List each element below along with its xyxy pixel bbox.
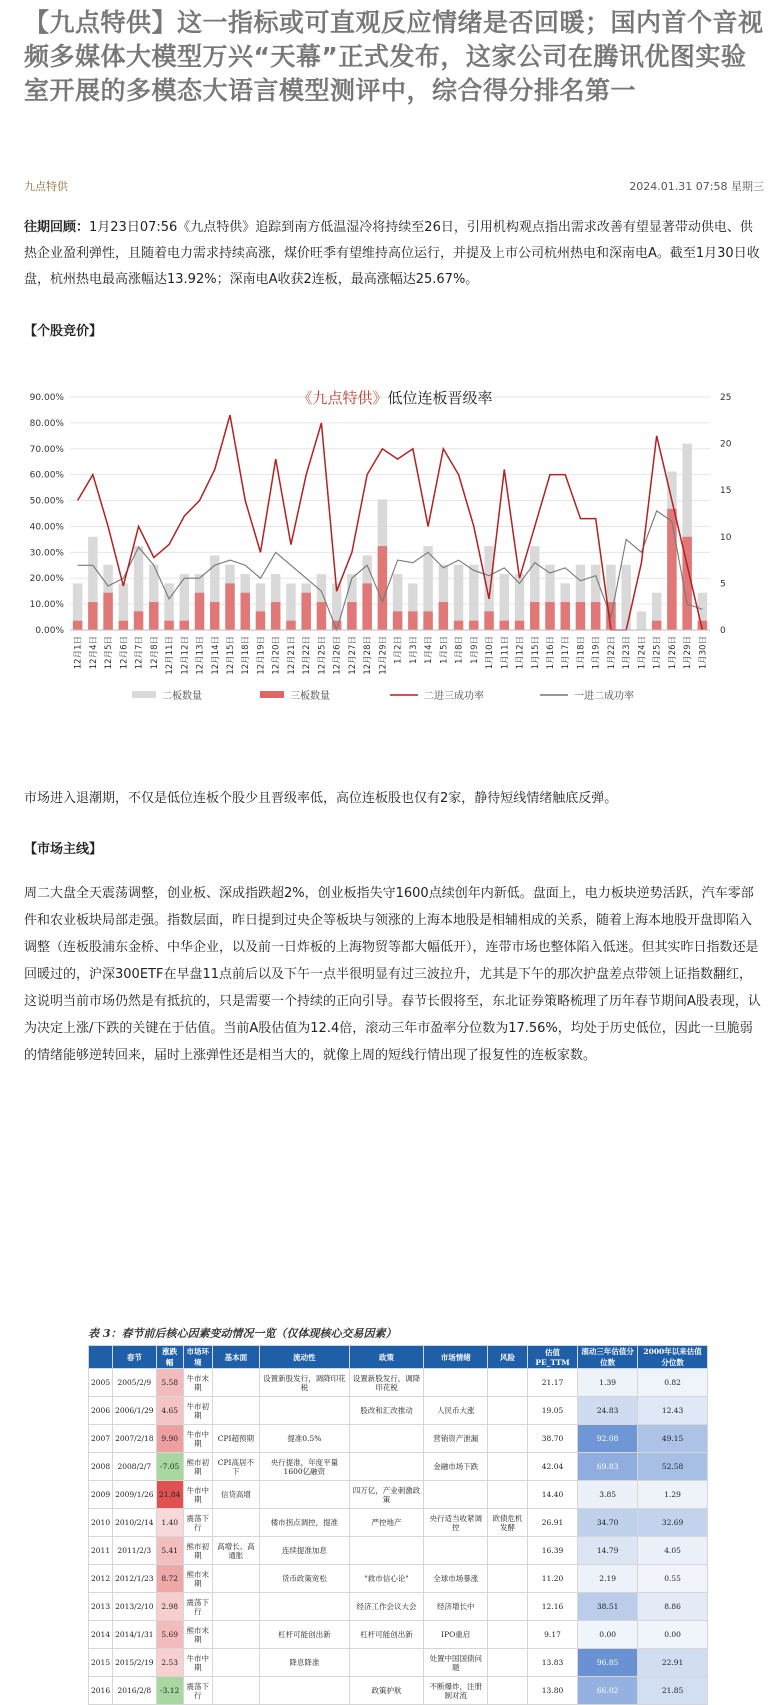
x-tick-label: 1月11日: [500, 636, 511, 670]
x-tick-label: 12月15日: [226, 636, 236, 675]
table-cell: 5.41: [156, 1537, 183, 1565]
table-cell: 楼市拐点调控，提准: [260, 1509, 350, 1537]
y-left-tick-label: 20.00%: [29, 574, 64, 585]
bar-three-board: [423, 611, 432, 630]
table-cell: 21.85: [638, 1677, 708, 1705]
table-cell: 欧债危机发酵: [488, 1509, 528, 1537]
chart-title-text: 低位连板晋级率: [387, 389, 493, 407]
table-cell: IPO重启: [424, 1621, 488, 1649]
x-tick-label: 1月15日: [530, 636, 541, 670]
table-cell: 42.04: [527, 1453, 577, 1481]
bar-three-board: [210, 602, 219, 630]
table-cell: 杠杆可能创出新: [349, 1621, 424, 1649]
y-left-tick-label: 50.00%: [29, 496, 64, 507]
table-cell: [488, 1425, 528, 1453]
table-cell: 2009/1/26: [113, 1481, 156, 1509]
table-cell: 4.65: [156, 1397, 183, 1425]
review-text: 1月23日07:56《九点特供》追踪到南方低温湿冷将持续至26日，引用机构观点指出需求改善有望显著带动供电、供热企业盈利弹性，且随着电力需求持续高涨，煤价旺季有望维持高位运行，并提及上市公司杭州热电和深南电A。截至1月30日收盘，杭州热电最高涨幅达13.92%；深南电A收获2连板，最高涨幅达25.67%。: [24, 220, 760, 287]
x-tick-label: 12月12日: [180, 636, 191, 675]
table-cell: 2016: [89, 1677, 113, 1705]
table-cell: 熊市初期: [183, 1453, 212, 1481]
bar-three-board: [652, 621, 661, 630]
table-cell: 央行适当收紧调控: [424, 1509, 488, 1537]
table-cell: 1.29: [638, 1481, 708, 1509]
article-title: 【九点特供】这一指标或可直观反应情绪是否回暖；国内首个音视频多媒体大模型万兴“天幕”正式发布，这家公司在腾讯优图实验室开展的多模态大语言模型测评中，综合得分排名第一: [24, 8, 764, 105]
x-tick-label: 1月10日: [485, 636, 496, 670]
table-cell: [424, 1369, 488, 1397]
y-left-tick-label: 40.00%: [29, 522, 64, 533]
table-cell: [260, 1481, 350, 1509]
table-cell: 设置新股发行，调降印花税: [260, 1369, 350, 1397]
bar-three-board: [347, 602, 356, 630]
table-cell: 0.00: [638, 1621, 708, 1649]
table-header-row: [89, 1346, 708, 1369]
table-cell: 央行提准，年度平量1600亿融资: [260, 1453, 350, 1481]
table-cell: 69.83: [578, 1453, 638, 1481]
table-cell: "救市信心论": [349, 1565, 424, 1593]
table-row: [89, 1453, 708, 1481]
x-tick-label: 1月9日: [469, 636, 480, 664]
table-cell: 2008/2/7: [113, 1453, 156, 1481]
table-cell: [349, 1537, 424, 1565]
table-container: [88, 1325, 708, 1705]
table-cell: 牛市中期: [183, 1481, 212, 1509]
table-cell: 21.84: [156, 1481, 183, 1509]
market-paragraph: 周二大盘全天震荡调整，创业板、深成指跌超2%，创业板指失守1600点续创年内新低。盘面上，电力板块逆势活跃，汽车零部件和农业板块局部走强。指数层面，昨日提到过央企等板块与领涨的上海本地股是相辅相成的关系，随着上海本地股开盘即陷入调整（连板股浦东金桥、中华企业，以及前一日炸板的上海物贸等都大幅低开），连带市场也整体陷入低迷。但其实昨日指数还是回暖过的，沪深300ETF在早盘11点前后以及下午一点半很明显有过三波拉升，尤其是下午的那次护盘差点带领上证指数翻红，这说明当前市场仍然是有抵抗的，只是需要一个持续的正向引导。春节长假将至，东北证券策略梳理了历年春节期间A股表现，认为决定上涨/下跌的关键在于估值。当前A股估值为12.4倍，滚动三年市盈率分位数为17.56%，均处于历史低位，因此一旦脆弱的情绪能够逆转回来，届时上涨弹性还是相当大的，就像上周的短线行情出现了报复性的连板家数。: [24, 886, 761, 1063]
x-tick-label: 12月13日: [195, 636, 206, 675]
y-right-tick-label: 25: [720, 393, 732, 403]
x-tick-label: 12月20日: [271, 636, 282, 675]
x-tick-label: 1月25日: [652, 636, 663, 670]
source-label[interactable]: 九点特供: [24, 180, 68, 193]
table-cell: 2011: [89, 1537, 113, 1565]
table-cell: 0.00: [578, 1621, 638, 1649]
x-tick-label: 1月30日: [698, 636, 709, 670]
table-cell: 2006: [89, 1397, 113, 1425]
table-cell: 震荡下行: [183, 1509, 212, 1537]
table-header-cell: 涨跌幅: [156, 1346, 183, 1369]
table-cell: 2007: [89, 1425, 113, 1453]
table-cell: 26.91: [527, 1509, 577, 1537]
table-cell: 13.80: [527, 1677, 577, 1705]
x-tick-label: 1月16日: [546, 636, 556, 670]
x-tick-label: 1月26日: [667, 636, 678, 670]
table-cell: 四万亿，产业刺激政策: [349, 1481, 424, 1509]
x-tick-label: 12月19日: [256, 636, 267, 675]
table-header-cell: 基本面: [212, 1346, 259, 1369]
chart-svg: [20, 365, 770, 775]
table-cell: 13.83: [527, 1649, 577, 1677]
table-cell: [488, 1677, 528, 1705]
table-cell: 2.19: [578, 1565, 638, 1593]
table-cell: 2.53: [156, 1649, 183, 1677]
legend-label: 一进二成功率: [574, 691, 634, 702]
table-row: [89, 1537, 708, 1565]
table-cell: 货币政策宽松: [260, 1565, 350, 1593]
x-tick-label: 12月27日: [347, 636, 358, 675]
bar-three-board: [454, 621, 463, 630]
bar-two-board: [469, 565, 478, 630]
table-cell: 股改和汇改推动: [349, 1397, 424, 1425]
table-cell: 高增长、高通胀: [212, 1537, 259, 1565]
table-cell: 牛市中期: [183, 1425, 212, 1453]
bar-three-board: [591, 602, 600, 630]
x-tick-label: 12月14日: [210, 636, 221, 675]
table-cell: 14.40: [527, 1481, 577, 1509]
bar-three-board: [362, 583, 371, 630]
table-cell: [488, 1649, 528, 1677]
bar-three-board: [195, 593, 204, 630]
table-header-cell: 政策: [349, 1346, 424, 1369]
table-cell: 2007/2/18: [113, 1425, 156, 1453]
table-cell: 14.79: [578, 1537, 638, 1565]
table-cell: 熊市初期: [183, 1537, 212, 1565]
table-cell: 2014/1/31: [113, 1621, 156, 1649]
table-cell: 12.43: [638, 1397, 708, 1425]
bar-three-board: [164, 621, 173, 630]
table-cell: 2008: [89, 1453, 113, 1481]
table-row: [89, 1677, 708, 1705]
table-row: [89, 1565, 708, 1593]
article-meta: [24, 178, 764, 194]
x-tick-label: 1月2日: [393, 636, 404, 664]
table-cell: 2015/2/19: [113, 1649, 156, 1677]
table-cell: 连续提准加息: [260, 1537, 350, 1565]
legend-label: 三板数量: [290, 691, 330, 702]
bar-three-board: [515, 621, 524, 630]
bar-three-board: [484, 611, 493, 630]
table-cell: [488, 1481, 528, 1509]
table-header-cell: 风险: [488, 1346, 528, 1369]
table-cell: -7.05: [156, 1453, 183, 1481]
table-cell: [488, 1593, 528, 1621]
table-cell: 2005/2/9: [113, 1369, 156, 1397]
table-cell: [488, 1565, 528, 1593]
table-cell: 3.85: [578, 1481, 638, 1509]
bar-three-board: [119, 621, 128, 630]
x-tick-label: 1月5日: [439, 636, 450, 664]
table-cell: [488, 1537, 528, 1565]
table-row: [89, 1621, 708, 1649]
bar-three-board: [180, 621, 189, 630]
table-cell: 32.69: [638, 1509, 708, 1537]
table-cell: 16.39: [527, 1537, 577, 1565]
table-cell: 设置新股发行，调降印花税: [349, 1369, 424, 1397]
table-cell: 4.05: [638, 1537, 708, 1565]
table-row: [89, 1649, 708, 1677]
table-cell: 严控地产: [349, 1509, 424, 1537]
table-cell: [349, 1453, 424, 1481]
x-tick-label: 12月22日: [302, 636, 313, 675]
review-paragraph: [24, 215, 764, 293]
table-cell: 2010: [89, 1509, 113, 1537]
table-cell: 8.72: [156, 1565, 183, 1593]
review-label: 往期回顾：: [24, 220, 90, 235]
table-cell: 熊市末期: [183, 1565, 212, 1593]
y-right-tick-label: 15: [720, 486, 732, 497]
table-header-cell: 滚动三年估值分位数: [578, 1346, 638, 1369]
table-cell: 19.05: [527, 1397, 577, 1425]
bar-three-board: [225, 583, 234, 630]
table-cell: 0.55: [638, 1565, 708, 1593]
table-header-cell: [89, 1346, 113, 1369]
table-cell: [349, 1649, 424, 1677]
y-right-tick-label: 0: [720, 626, 726, 636]
table-cell: 38.70: [527, 1425, 577, 1453]
table-cell: 2013/2/10: [113, 1593, 156, 1621]
table-cell: [260, 1677, 350, 1705]
x-tick-label: 12月28日: [363, 636, 374, 675]
table-header-cell: 春节: [113, 1346, 156, 1369]
y-left-tick-label: 10.00%: [29, 600, 64, 611]
table-cell: 8.86: [638, 1593, 708, 1621]
table-cell: 2005: [89, 1369, 113, 1397]
legend-swatch: [260, 691, 284, 698]
table-cell: 震荡下行: [183, 1593, 212, 1621]
table-row: [89, 1369, 708, 1397]
x-tick-label: 12月6日: [119, 636, 130, 670]
table-cell: [212, 1397, 259, 1425]
table-cell: [349, 1425, 424, 1453]
table-cell: 2012: [89, 1565, 113, 1593]
bar-three-board: [271, 602, 280, 630]
bar-three-board: [576, 602, 585, 630]
table-cell: 信贷高增: [212, 1481, 259, 1509]
bar-three-board: [286, 621, 295, 630]
table-header-cell: 2000年以来估值分位数: [638, 1346, 708, 1369]
x-tick-label: 12月29日: [378, 636, 389, 675]
x-tick-label: 12月1日: [73, 636, 84, 670]
table-body: [89, 1369, 708, 1705]
bar-three-board: [667, 509, 676, 630]
x-tick-label: 1月29日: [683, 636, 694, 670]
table-cell: [212, 1565, 259, 1593]
bar-two-board: [637, 611, 646, 630]
chart-title-brand: 《九点特供》: [297, 389, 388, 407]
table-cell: [212, 1369, 259, 1397]
table-cell: [212, 1593, 259, 1621]
table-cell: 9.90: [156, 1425, 183, 1453]
table-cell: 5.58: [156, 1369, 183, 1397]
table-cell: 熊市末期: [183, 1621, 212, 1649]
section-market-main: 【市场主线】: [24, 842, 103, 857]
table-cell: 处置中国国债问题: [424, 1649, 488, 1677]
table-cell: 政策护航: [349, 1677, 424, 1705]
table-cell: 22.91: [638, 1649, 708, 1677]
table-header-cell: 流动性: [260, 1346, 350, 1369]
y-left-tick-label: 90.00%: [29, 393, 64, 403]
bar-three-board: [88, 602, 97, 630]
table-cell: 49.15: [638, 1425, 708, 1453]
bar-three-board: [301, 593, 310, 630]
bar-three-board: [103, 593, 112, 630]
table-cell: 38.51: [578, 1593, 638, 1621]
x-tick-label: 1月22日: [606, 636, 617, 670]
table-cell: 提准0.5%: [260, 1425, 350, 1453]
x-tick-label: 12月21日: [286, 636, 297, 675]
table-cell: 2012/1/23: [113, 1565, 156, 1593]
table-cell: [488, 1397, 528, 1425]
table-cell: 9.17: [527, 1621, 577, 1649]
table-cell: 牛市末期: [183, 1369, 212, 1397]
table-cell: 牛市中期: [183, 1649, 212, 1677]
table-cell: CPI超预期: [212, 1425, 259, 1453]
table-cell: 2.98: [156, 1593, 183, 1621]
x-tick-label: 1月24日: [637, 636, 648, 670]
bar-three-board: [134, 611, 143, 630]
x-tick-label: 12月11日: [165, 636, 176, 675]
table-cell: 66.02: [578, 1677, 638, 1705]
bar-three-board: [561, 602, 570, 630]
section-stock-bid: 【个股竞价】: [24, 324, 103, 339]
table-cell: 不断爆炸，注册制对流: [424, 1677, 488, 1705]
table-cell: [260, 1593, 350, 1621]
table-cell: 34.70: [578, 1509, 638, 1537]
table-cell: 0.82: [638, 1369, 708, 1397]
bar-three-board: [149, 602, 158, 630]
y-right-tick-label: 10: [720, 532, 732, 543]
y-left-tick-label: 0.00%: [35, 626, 64, 636]
bar-three-board: [241, 593, 250, 630]
publish-datetime: 2024.01.31 07:58 星期三: [629, 180, 764, 193]
table-row: [89, 1425, 708, 1453]
bar-two-board: [454, 565, 463, 630]
bar-three-board: [469, 621, 478, 630]
table-cell: -3.12: [156, 1677, 183, 1705]
table-row: [89, 1593, 708, 1621]
table-cell: [212, 1649, 259, 1677]
legend-label: 二进三成功率: [424, 691, 484, 702]
table-cell: 21.17: [527, 1369, 577, 1397]
table-row: [89, 1397, 708, 1425]
table-cell: 52.58: [638, 1453, 708, 1481]
y-right-tick-label: 20: [720, 439, 732, 450]
bar-three-board: [500, 621, 509, 630]
table-header-cell: 市场情绪: [424, 1346, 488, 1369]
table-cell: 2010/2/14: [113, 1509, 156, 1537]
table-cell: [488, 1621, 528, 1649]
table-cell: 92.08: [578, 1425, 638, 1453]
bar-three-board: [317, 602, 326, 630]
x-tick-label: 1月17日: [561, 636, 572, 670]
table-cell: 人民币大涨: [424, 1397, 488, 1425]
table-cell: [488, 1369, 528, 1397]
bar-three-board: [530, 602, 539, 630]
x-tick-label: 1月8日: [454, 636, 465, 664]
table-cell: CPI高居不下: [212, 1453, 259, 1481]
x-tick-label: 12月25日: [317, 636, 328, 675]
table-cell: [260, 1397, 350, 1425]
table-header-cell: 估值PE_TTM: [527, 1346, 577, 1369]
x-tick-label: 1月3日: [408, 636, 419, 664]
table-cell: [212, 1621, 259, 1649]
table-cell: 震荡下行: [183, 1677, 212, 1705]
x-tick-label: 12月8日: [149, 636, 160, 670]
table-cell: 2014: [89, 1621, 113, 1649]
chart-caption: 市场进入退潮期，不仅是低位连板个股少且晋级率低，高位连板股也仅有2家，静待短线情绪触底反弹。: [24, 791, 618, 806]
legend-label: 二板数量: [162, 691, 202, 702]
x-tick-label: 1月12日: [515, 636, 526, 670]
bar-three-board: [73, 621, 82, 630]
y-right-tick-label: 5: [720, 579, 726, 590]
table-cell: 金融市场下跌: [424, 1453, 488, 1481]
y-left-tick-label: 70.00%: [29, 444, 64, 455]
table-cell: 1.40: [156, 1509, 183, 1537]
x-tick-label: 1月18日: [576, 636, 587, 670]
table-cell: 2006/1/29: [113, 1397, 156, 1425]
table-caption: 表 3：春节前后核心因素变动情况一览（仅体现核心交易因素）: [88, 1327, 397, 1340]
legend-swatch: [132, 691, 156, 698]
table-cell: 11.20: [527, 1565, 577, 1593]
x-tick-label: 12月18日: [241, 636, 252, 675]
table-cell: 2009: [89, 1481, 113, 1509]
table-cell: 营销资产泄漏: [424, 1425, 488, 1453]
table-cell: 5.69: [156, 1621, 183, 1649]
table-header-cell: 市场环境: [183, 1346, 212, 1369]
table-cell: 2013: [89, 1593, 113, 1621]
table-cell: 2015: [89, 1649, 113, 1677]
chart-title: [20, 387, 770, 408]
table-cell: 降息降准: [260, 1649, 350, 1677]
x-tick-label: 12月7日: [134, 636, 145, 670]
bar-three-board: [439, 602, 448, 630]
table-cell: 牛市初期: [183, 1397, 212, 1425]
table-cell: 杠杆可能创出新: [260, 1621, 350, 1649]
table-cell: 2011/2/3: [113, 1537, 156, 1565]
factor-table: [88, 1345, 708, 1705]
y-left-tick-label: 30.00%: [29, 548, 64, 559]
bar-two-board: [621, 565, 630, 630]
table-row: [89, 1509, 708, 1537]
x-tick-label: 12月4日: [88, 636, 99, 670]
x-tick-label: 1月23日: [622, 636, 633, 670]
bar-three-board: [545, 602, 554, 630]
y-left-tick-label: 80.00%: [29, 418, 64, 429]
x-tick-label: 1月4日: [424, 636, 435, 664]
table-cell: [212, 1509, 259, 1537]
table-cell: 24.83: [578, 1397, 638, 1425]
table-row: [89, 1481, 708, 1509]
table-cell: [488, 1453, 528, 1481]
x-tick-label: 12月5日: [104, 636, 115, 670]
bar-three-board: [378, 546, 387, 630]
table-cell: 12.16: [527, 1593, 577, 1621]
chart-container: [20, 365, 770, 775]
table-cell: 经济工作会议大会: [349, 1593, 424, 1621]
y-left-tick-label: 60.00%: [29, 470, 64, 481]
table-cell: 1.39: [578, 1369, 638, 1397]
table-cell: [424, 1537, 488, 1565]
bar-three-board: [393, 611, 402, 630]
bar-three-board: [408, 611, 417, 630]
table-cell: 96.85: [578, 1649, 638, 1677]
x-tick-label: 12月26日: [332, 636, 343, 675]
table-cell: 2016/2/8: [113, 1677, 156, 1705]
table-cell: 全球市场暴涨: [424, 1565, 488, 1593]
table-cell: [424, 1481, 488, 1509]
x-tick-label: 1月19日: [591, 636, 602, 670]
table-cell: 经济增长中: [424, 1593, 488, 1621]
table-cell: [212, 1677, 259, 1705]
bar-three-board: [256, 611, 265, 630]
